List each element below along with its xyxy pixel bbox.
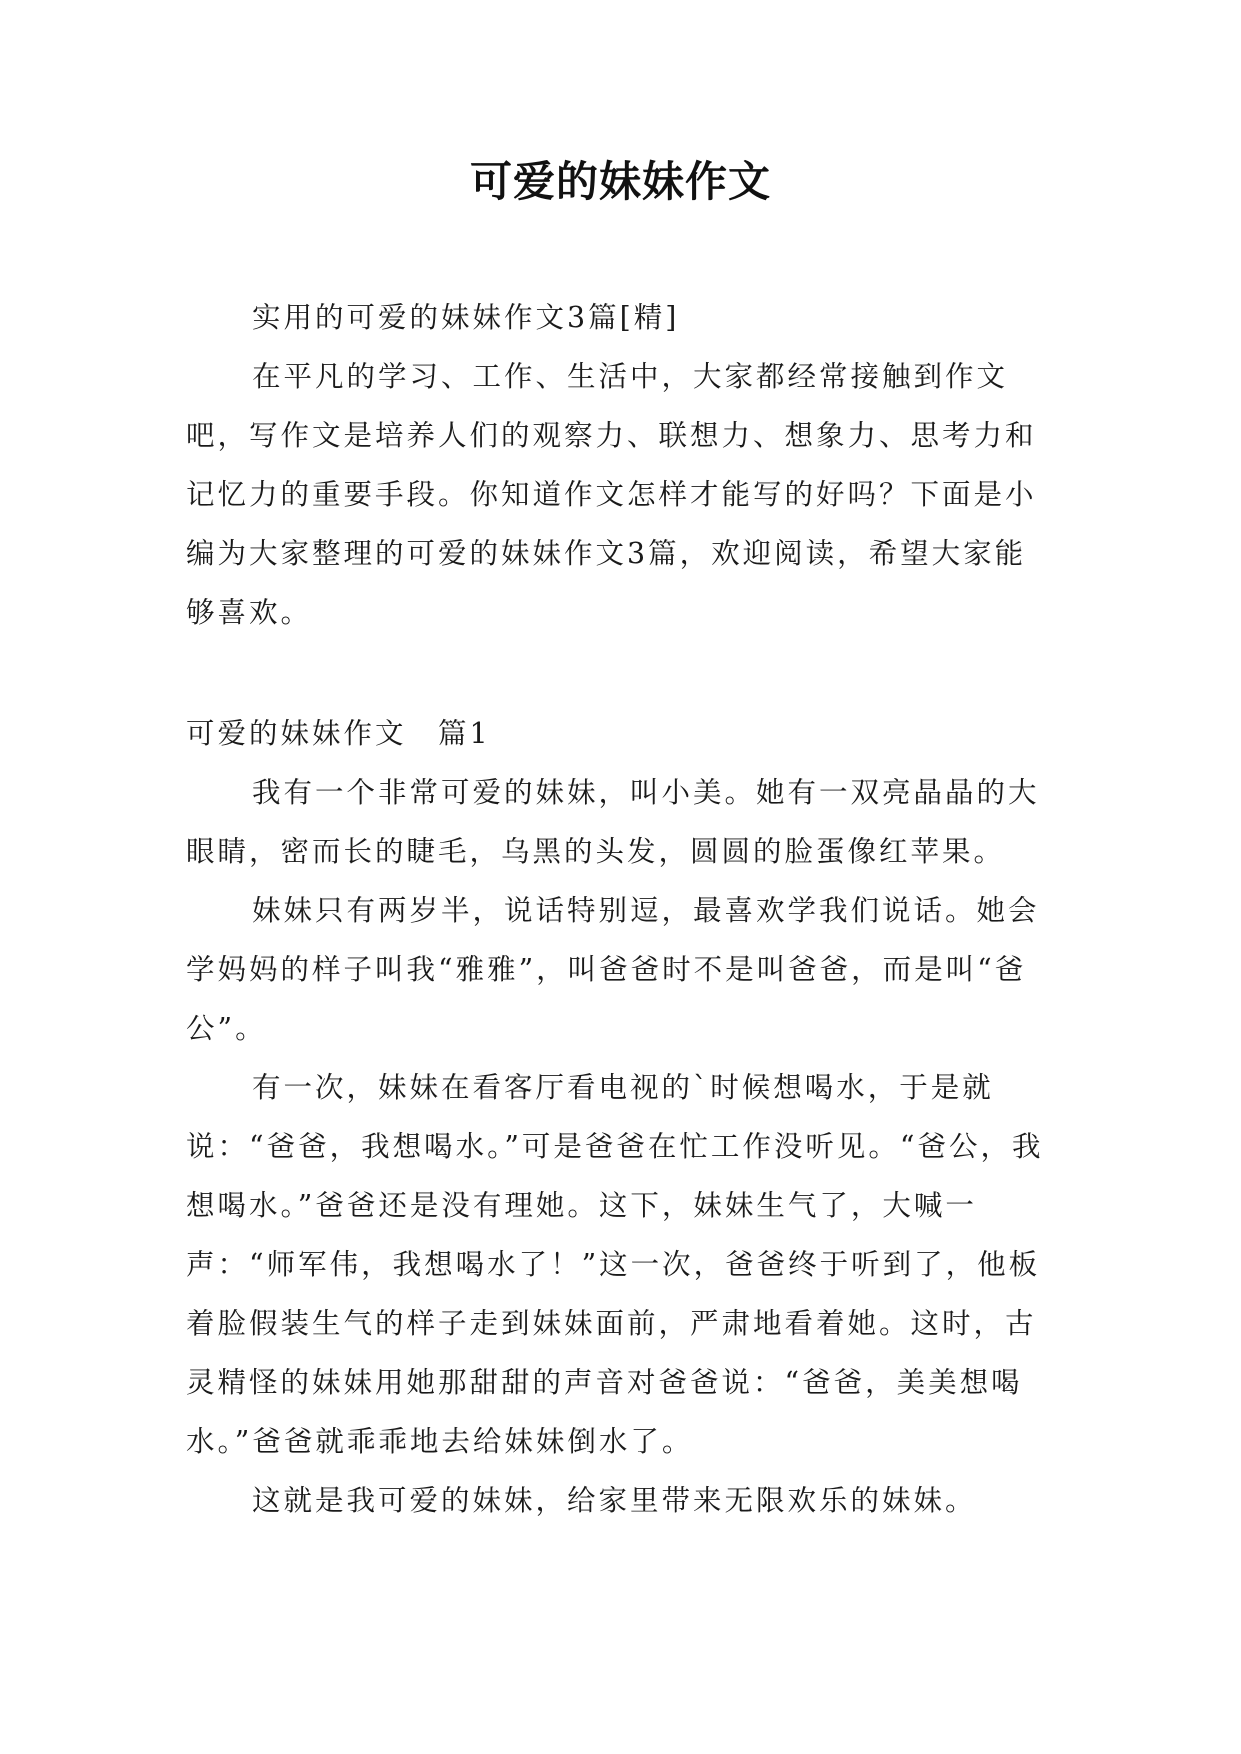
document-body (186, 288, 1056, 1530)
section-heading: 可爱的妹妹作文 篇1 (186, 717, 491, 750)
body-paragraph: 我有一个非常可爱的妹妹，叫小美。她有一双亮晶晶的大眼睛，密而长的睫毛，乌黑的头发，圆圆的脸蛋像红苹果。 (186, 776, 1040, 868)
document-subtitle: 实用的可爱的妹妹作文3篇[精] (252, 301, 680, 334)
intro-paragraph: 在平凡的学习、工作、生活中，大家都经常接触到作文吧，写作文是培养人们的观察力、联想力、想象力、思考力和记忆力的重要手段。你知道作文怎样才能写的好吗？下面是小编为大家整理的可爱的妹妹作文3篇，欢迎阅读，希望大家能够喜欢。 (186, 360, 1037, 629)
document-title: 可爱的妹妹作文 (469, 157, 771, 206)
body-paragraph: 这就是我可爱的妹妹，给家里带来无限欢乐的妹妹。 (252, 1484, 977, 1517)
body-paragraph: 妹妹只有两岁半，说话特别逗，最喜欢学我们说话。她会学妈妈的样子叫我“雅雅”，叫爸爸时不是叫爸爸，而是叫“爸公”。 (186, 894, 1040, 1045)
section-spacer (186, 642, 1056, 704)
body-paragraph: 有一次，妹妹在看客厅看电视的`时候想喝水，于是就说：“爸爸，我想喝水。”可是爸爸在忙工作没听见。“爸公，我想喝水。”爸爸还是没有理她。这下，妹妹生气了，大喊一声：“师军伟，我想喝水了！”这一次，爸爸终于听到了，他板着脸假装生气的样子走到妹妹面前，严肃地看着她。这时，古灵精怪的妹妹用她那甜甜的声音对爸爸说：“爸爸，美美想喝水。”爸爸就乖乖地去给妹妹倒水了。 (186, 1071, 1044, 1458)
